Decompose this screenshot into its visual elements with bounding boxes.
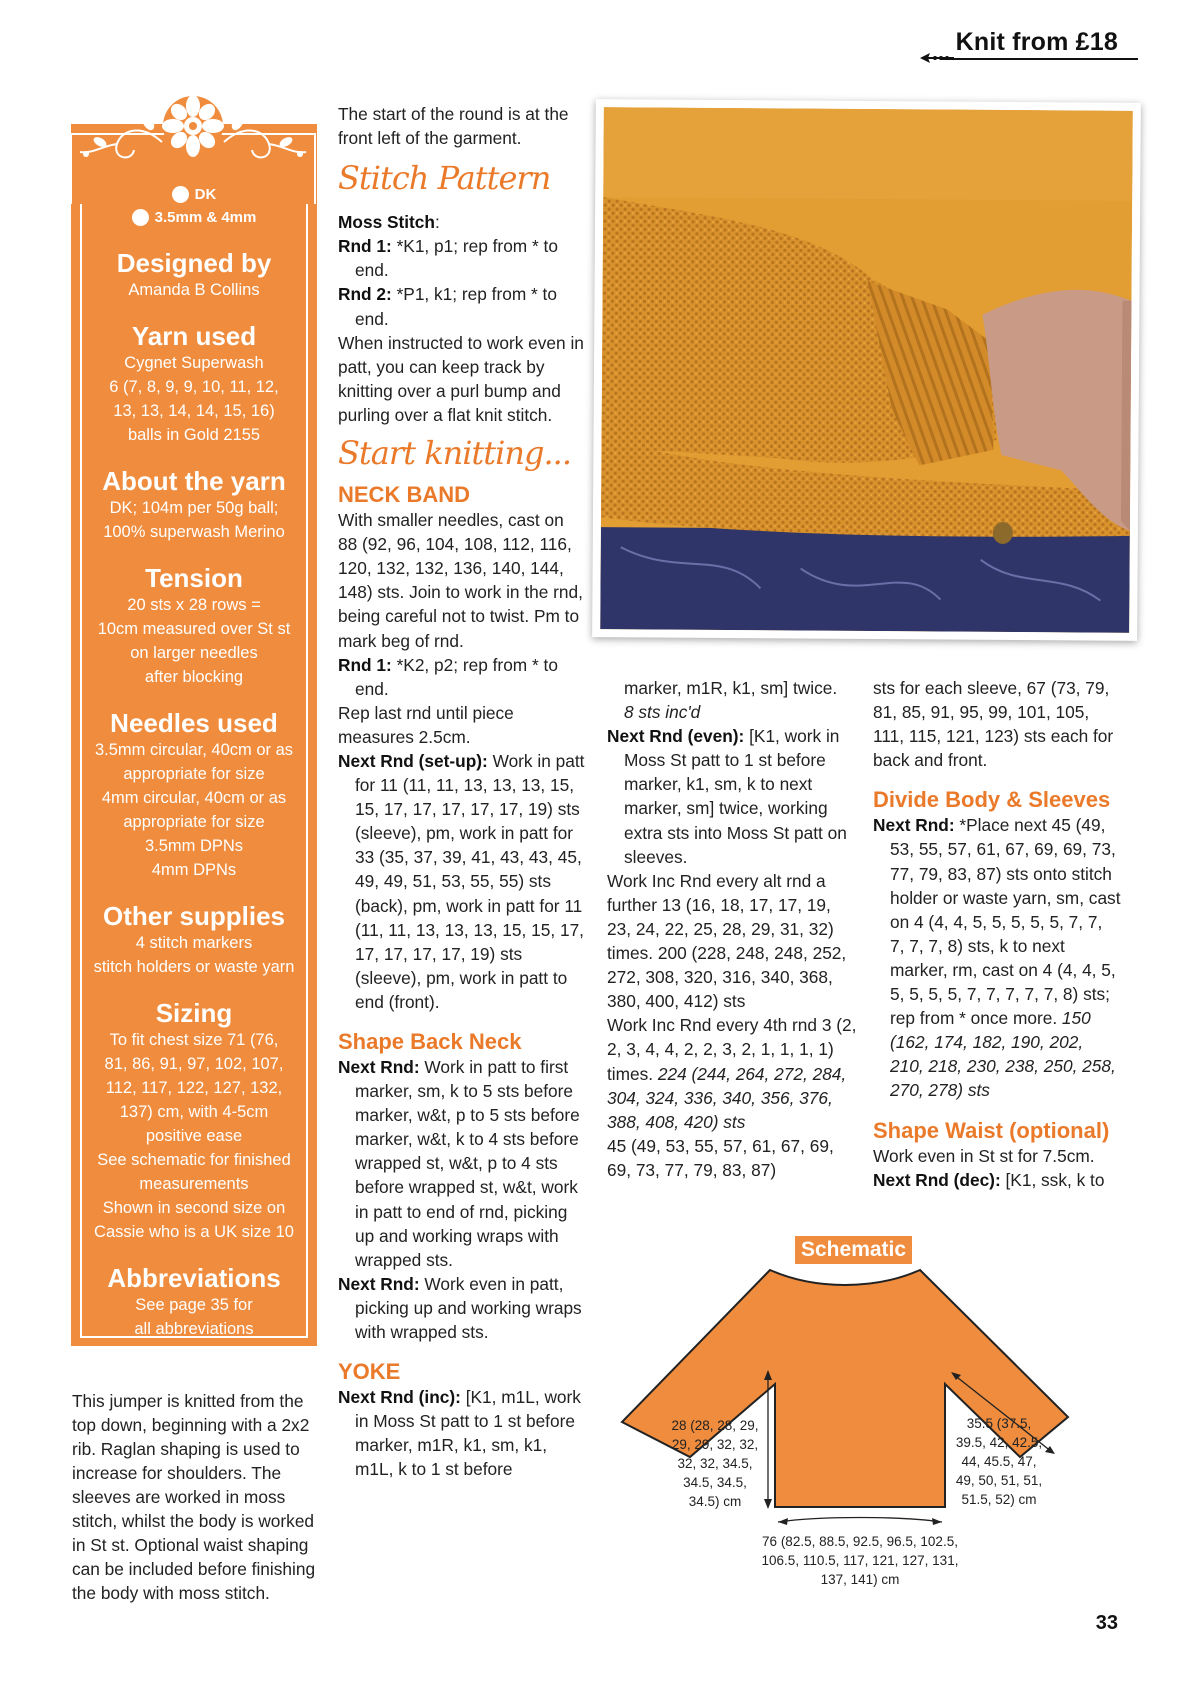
chest-line: 137, 141) cm [820, 1572, 900, 1587]
rnd-text: Work even in patt, picking up and working wraps with wrapped sts. [355, 1273, 582, 1343]
info-panel-content [71, 183, 317, 1341]
abbreviations-line: See page 35 for [135, 1296, 253, 1314]
stitch-pattern-heading: Stitch Pattern [338, 159, 551, 198]
length-line: 34.5) cm [688, 1494, 742, 1509]
sleeve-line: 44, 45.5, 47, [961, 1454, 1037, 1469]
rnd-text: [K1, m1L, work in Moss St patt to 1 st before marker, m1R, k1, sm, k1, m1L, k to 1 st before [355, 1387, 581, 1480]
col4-continued: sts for each sleeve, 67 (73, 79, 81, 85, 91, 95, 99, 101, 105, 111, 115, 121, 123) sts each for back and front. [873, 678, 1114, 771]
sizing-heading: Sizing [155, 998, 233, 1028]
rnd-label: Rnd 2: [338, 284, 392, 305]
arrow-ornament-icon [918, 51, 954, 65]
rnd-label: Rnd 1: [338, 236, 392, 257]
inc-count-text: 8 sts inc'd [624, 702, 701, 723]
rnd-label: Next Rnd: [338, 1057, 420, 1077]
yarn-used-heading: Yarn used [131, 321, 257, 351]
rnd-text: *K1, p1; rep from * to end. [355, 236, 558, 281]
sizing-line: See schematic for finished [97, 1151, 291, 1169]
even-patt-note: When instructed to work even in patt, you can keep track by knitting over a purl bump and purling over a flat knit stitch. [338, 332, 584, 425]
other-supplies-line: stitch holders or waste yarn [93, 958, 295, 976]
yoke-heading: YOKE [338, 1359, 401, 1385]
tension-line: 20 sts x 28 rows = [127, 596, 261, 614]
shape-back-rnd2 [338, 1272, 586, 1344]
column-4 [873, 676, 1121, 1192]
arrowhead-icon [932, 1518, 942, 1525]
sleeve-line: 35.5 (37.5, [966, 1416, 1032, 1431]
chest-arrow [778, 1518, 942, 1523]
yarn-used-line: Cygnet Superwash [124, 354, 264, 372]
sizing-line: positive ease [145, 1127, 243, 1145]
sleeve-measurement [944, 1414, 1054, 1509]
rnd-text: Work in patt to first marker, sm, k to 5 sts before marker, w&t, p to 5 sts before marker, w&t, k to 4 sts before wrapped st, w&t, p to 4 sts before wrapped st, w&t, work in patt to end of rnd, picking up and working wraps with wrapped sts. [355, 1057, 580, 1270]
moss-rnd1 [338, 234, 586, 282]
sizing-line: Cassie who is a UK size 10 [94, 1223, 294, 1241]
neck-band-rnd1 [338, 653, 586, 701]
yarn-used-line: 13, 13, 14, 14, 15, 16) [113, 402, 275, 420]
chest-measurement [720, 1532, 1000, 1589]
jumper-photo-image [600, 107, 1133, 633]
shape-waist-text: Work even in St st for 7.5cm. [873, 1145, 1095, 1166]
rnd-label: Next Rnd: [873, 815, 955, 836]
needles-used-line: 4mm circular, 40cm or as [101, 789, 287, 807]
needles-used-line: appropriate for size [123, 813, 265, 831]
neck-band-text: With smaller needles, cast on 88 (92, 96, 104, 108, 112, 116, 120, 132, 132, 136, 140, 144, 148) sts. Join to work in the rnd, being careful not to twist. Pm to mark beg of rnd. [338, 510, 583, 651]
needles-used-line: appropriate for size [123, 765, 265, 783]
page-number: 33 [1095, 1612, 1118, 1634]
about-yarn-line: 100% superwash Merino [103, 523, 285, 541]
moss-rnd2 [338, 282, 586, 330]
setup-rnd [338, 749, 586, 1014]
needles-used-line: 3.5mm circular, 40cm or as [94, 741, 294, 759]
other-supplies-heading: Other supplies [102, 901, 286, 931]
even-rnd [607, 724, 857, 869]
yarn-ball-icon [172, 186, 189, 203]
length-line: 34.5, 34.5, [683, 1475, 747, 1490]
chest-line: 76 (82.5, 88.5, 92.5, 96.5, 102.5, [762, 1534, 958, 1549]
neck-band-heading: NECK BAND [338, 482, 470, 508]
rnd-text: *Place next 45 (49, 53, 55, 57, 61, 67, 69, 69, 73, 77, 79, 83, 87) sts onto stitch holder or waste yarn, sm, cast on 4 (4, 4, 5, 5, 5, 5, 5, 7, 7, 7, 7, 7, 8) sts, k to next marker, rm, cast on 4 (4, 4, 5, 5, 5, 5, 5, 7, 7, 7, 7, 7, 8) sts; rep from * once more. [890, 815, 1121, 1029]
sizing-line: 81, 86, 91, 97, 102, 107, [104, 1055, 284, 1073]
abbreviations-heading: Abbreviations [107, 1263, 281, 1293]
rnd-label: Next Rnd (even): [607, 726, 745, 747]
moss-stitch-colon: : [434, 212, 440, 233]
divide-count: 150 (162, 174, 182, 190, 202, 210, 218, 230, 238, 250, 258, 270, 278) sts [890, 1008, 1116, 1101]
yarn-weight: DK [194, 186, 217, 203]
rnd-text: [K1, work in Moss St patt to 1 st before marker, k1, sm, k to next marker, sm] twice, working extra sts into Moss St patt on sleeves. [624, 726, 847, 867]
dec-rnd [873, 1168, 1121, 1192]
sizing-line: measurements [139, 1175, 249, 1193]
length-line: 32, 32, 34.5, [677, 1456, 753, 1471]
length-line: 29, 29, 32, 32, [671, 1437, 759, 1452]
about-yarn-line: DK; 104m per 50g ball; [109, 499, 279, 517]
page-header-title: Knit from £18 [955, 28, 1118, 56]
rnd-label: Next Rnd (dec): [873, 1169, 1001, 1190]
rnd-label: Rnd 1: [338, 654, 392, 675]
rnd-text: *P1, k1; rep from * to end. [355, 284, 557, 329]
sleeve-line: 49, 50, 51, 51, [955, 1473, 1043, 1488]
rnd-text: Work in patt for 11 (11, 11, 13, 13, 13, 15, 15, 17, 17, 17, 17, 17, 19) sts (sleeve), pm, work in patt for 33 (35, 37, 39, 41, 43, 43, 45, 49, 49, 51, 53, 55, 55) sts (back), pm, work in patt for 11 (11, 11, 13, 13, 13, 15, 15, 17, 17, 17, 17, 17, 19) sts (sleeve), pm, work in patt to end (front). [355, 750, 585, 1012]
moss-stitch-label: Moss Stitch [338, 212, 435, 233]
rnd-label: Next Rnd (set-up): [338, 750, 488, 771]
rnd-text: [K1, ssk, k to [1000, 1169, 1105, 1190]
header-rule [940, 58, 1138, 60]
divide-rnd [873, 813, 1121, 1102]
sizing-line: Shown in second size on [102, 1199, 286, 1217]
yoke-inc-rnd [338, 1385, 586, 1481]
rep-last-rnd: Rep last rnd until piece measures 2.5cm. [338, 702, 514, 747]
shape-back-rnd1 [338, 1055, 586, 1272]
tension-line: after blocking [144, 668, 244, 686]
length-line: 28 (28, 28, 29, [671, 1418, 759, 1433]
designed-by-heading: Designed by [116, 248, 272, 278]
arrowhead-icon [778, 1518, 788, 1525]
needles-summary: 3.5mm & 4mm [154, 209, 257, 226]
jumper-photo [592, 99, 1141, 641]
tension-line: 10cm measured over St st [97, 620, 291, 638]
needles-used-line: 3.5mm DPNs [144, 837, 244, 855]
about-yarn-heading: About the yarn [102, 466, 286, 496]
fourth-rnd-text: Work Inc Rnd every 4th rnd 3 (2, 2, 3, 4, 4, 2, 2, 3, 2, 1, 1, 1, 1) times. [607, 1015, 857, 1084]
fourth-rnd [607, 1013, 857, 1133]
rnd-label: Next Rnd (inc): [338, 1387, 461, 1408]
sleeve-line: 39.5, 42, 42.5, [955, 1435, 1043, 1450]
chest-line: 106.5, 110.5, 117, 121, 127, 131, [761, 1553, 959, 1568]
column-2 [338, 102, 586, 1482]
start-knitting-heading: Start knitting... [338, 434, 571, 473]
abbreviations-line: all abbreviations [134, 1320, 254, 1338]
intro-paragraph: This jumper is knitted from the top down, beginning with a 2x2 rib. Raglan shaping is used to increase for shoulders. The sleeves are worked in moss stitch, whilst the body is worked in St st. Optional waist shaping can be included before finishing the body with moss stitch. [72, 1391, 316, 1604]
inc-count [607, 700, 857, 724]
yarn-used-line: 6 (7, 8, 9, 9, 10, 11, 12, [109, 378, 279, 396]
sizing-line: 112, 117, 122, 127, 132, [105, 1079, 283, 1097]
length-measurement [660, 1416, 770, 1511]
weight-line [71, 183, 317, 206]
tension-line: on larger needles [130, 644, 258, 662]
alt-rnd-text: Work Inc Rnd every alt rnd a further 13 (16, 18, 17, 17, 19, 23, 24, 22, 25, 28, 29, 31, 32) times. 200 (228, 248, 248, 252, 272, 308, 320, 316, 340, 368, 380, 400, 412) sts [607, 870, 847, 1012]
moss-stitch-title [338, 210, 586, 234]
sizing-line: 137) cm, with 4-5cm [119, 1103, 269, 1121]
tension-heading: Tension [145, 563, 243, 593]
shape-waist-heading: Shape Waist (optional) [873, 1117, 1110, 1143]
needles-summary-line [71, 206, 317, 229]
yoke-continued: marker, m1R, k1, sm] twice. [624, 678, 838, 698]
other-supplies-line: 4 stitch markers [135, 934, 253, 952]
rnd-text: *K2, p2; rep from * to end. [355, 654, 558, 699]
shape-back-neck-heading: Shape Back Neck [338, 1029, 522, 1054]
needles-used-line: 4mm DPNs [151, 861, 237, 879]
start-round-note: The start of the round is at the front left of the garment. [338, 104, 569, 149]
rnd-label: Next Rnd: [338, 1273, 420, 1294]
sleeve-sts: 45 (49, 53, 55, 57, 61, 67, 69, 69, 73, 77, 79, 83, 87) [607, 1135, 834, 1180]
divide-body-heading: Divide Body & Sleeves [873, 787, 1111, 813]
designer-name: Amanda B Collins [128, 281, 260, 299]
yarn-used-line: balls in Gold 2155 [127, 426, 261, 444]
needles-icon [132, 209, 149, 226]
needles-used-heading: Needles used [110, 708, 278, 738]
sleeve-line: 51.5, 52) cm [961, 1492, 1037, 1507]
fourth-rnd-count: 224 (244, 264, 272, 284, 304, 324, 336, 340, 356, 376, 388, 408, 420) sts [607, 1063, 847, 1132]
column-3 [607, 676, 857, 1182]
schematic-title: Schematic [795, 1236, 912, 1264]
sizing-line: To fit chest size 71 (76, [109, 1031, 279, 1049]
